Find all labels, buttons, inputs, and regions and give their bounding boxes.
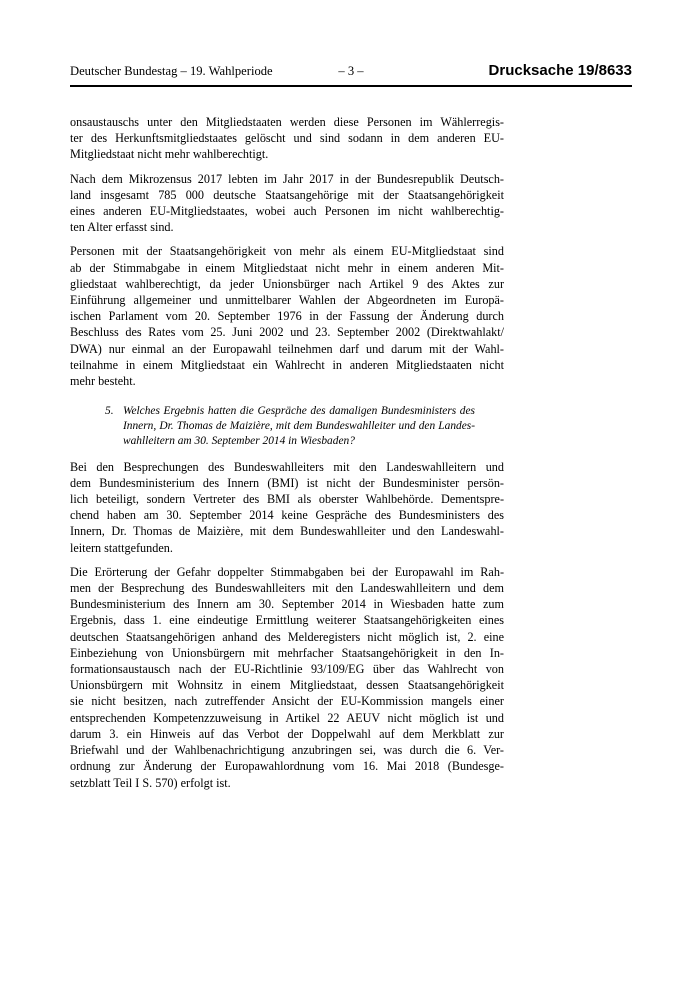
text-line: Innern, Dr. Thomas de Maizière, mit dem Bundeswahlleiter und den Landes- [123, 420, 475, 433]
text-line: dem Bundesministerium des Innern (BMI) ist nicht der Bundesminister persön- [70, 475, 504, 490]
text-line: Einbeziehung von Unionsbürgern mit mehrfacher Staatsangehörigkeit in den In- [70, 645, 504, 660]
text-line: Unionsbürgern mit Wohnsitz in einem Mitgliedstaat, dessen Staatsangehörigkeit [70, 678, 504, 693]
text-line: chend haben am 30. September 2014 keine Gespräche des Bundesministers des [70, 508, 504, 523]
text-line: leitern stattgefunden. [70, 540, 173, 555]
question-text [123, 404, 475, 448]
text-line: ordnung zur Änderung der Europawahlordnung vom 16. Mai 2018 (Bundesge- [70, 759, 504, 774]
text-line: Briefwahl und der Wahlbenachrichtigung anzubringen sei, was durch die 6. Ver- [70, 743, 504, 758]
text-line: Nach dem Mikrozensus 2017 lebten im Jahr 2017 in der Bundesrepublik Deutsch- [70, 171, 504, 186]
text-line: sie nicht besitzen, nach zutreffender Ansicht der EU-Kommission mangels einer [70, 694, 504, 709]
text-line: onsaustauschs unter den Mitgliedstaaten werden diese Personen im Wählerregis- [70, 115, 504, 129]
header-page-number: – 3 – [338, 64, 364, 78]
page-header [70, 62, 632, 87]
text-line: darum 3. ein Hinweis auf das Verbot der Doppelwahl auf dem Merkblatt zur [70, 726, 504, 741]
text-line: setzblatt Teil I S. 570) erfolgt ist. [70, 775, 231, 790]
text-line: formationsaustausch nach der EU-Richtlinie 93/109/EG über das Wahlrecht von [70, 662, 504, 677]
paragraph-answer-eroerterung [70, 564, 504, 791]
text-line: wahlleitern am 30. September 2014 in Wiesbaden? [123, 434, 355, 447]
text-line: Mitgliedstaat nicht mehr wahlberechtigt. [70, 147, 269, 162]
text-line: Bundesministerium des Innern am 30. September 2014 in Wiesbaden hatte zum [70, 597, 504, 612]
text-line: ter des Herkunftsmitgliedstaates gelöscht und sind sodann in dem anderen EU- [70, 131, 504, 146]
question-number: 5. [105, 405, 114, 418]
text-line: eines anderen EU-Mitgliedstaates, wobei auch Personen im nicht wahlberechtig- [70, 204, 504, 219]
paragraph-direktwahlakt [70, 243, 504, 389]
text-line: Die Erörterung der Gefahr doppelter Stimmabgaben bei der Europawahl im Rah- [70, 564, 504, 579]
text-line: entsprechenden Kompetenzzuweisung in Artikel 22 AEUV nicht möglich ist und [70, 710, 504, 725]
text-line: deutschen Staatsangehörigen anhand des Melderegisters nicht möglich ist, 2. eine [70, 629, 504, 644]
text-line: Beschluss des Rates vom 25. Juni 2002 und 23. September 2002 (Direktwahlakt/ [70, 325, 504, 340]
text-line: DWA) nur einmal an der Europawahl teilnehmen darf und darum mit der Wahl- [70, 341, 504, 356]
header-institution: Deutscher Bundestag – 19. Wahlperiode [70, 64, 273, 78]
text-line: teilnahme in einem Mitgliedstaat ein Wahlrecht in anderen Mitgliedstaaten nicht [70, 357, 504, 372]
paragraph-voter-register [70, 114, 504, 163]
paragraph-mikrozensus [70, 171, 504, 236]
text-line: gliedstaat wahlberechtigt, da jeder Unionsbürger nach Artikel 9 des Aktes zur [70, 276, 504, 291]
text-line: land insgesamt 785 000 deutsche Staatsangehörige mit der Staatsangehörigkeit [70, 187, 504, 202]
document-body [70, 114, 504, 791]
drucksache-number: 19/8633 [577, 62, 632, 79]
text-line: Welches Ergebnis hatten die Gespräche des damaligen Bundesministers des [123, 405, 475, 418]
text-line: Innern, Dr. Thomas de Maizière, mit dem Bundeswahlleiter und den Landeswahl- [70, 524, 504, 539]
text-line: Personen mit der Staatsangehörigkeit von mehr als einem EU-Mitgliedstaat sind [70, 244, 504, 259]
text-line: Einführung allgemeiner und unmittelbarer Wahlen der Abgeordneten im Europä- [70, 293, 504, 308]
drucksache-label: Drucksache [488, 62, 574, 79]
text-line: men der Besprechung des Bundeswahlleiters mit den Landeswahlleitern und dem [70, 581, 504, 596]
text-line: ten Alter erfasst sind. [70, 220, 174, 235]
text-line: Bei den Besprechungen des Bundeswahlleiters mit den Landeswahlleitern und [70, 459, 504, 474]
header-document-id [364, 62, 632, 79]
text-line: mehr besteht. [70, 374, 136, 389]
text-line: Ergebnis, dass 1. eine eindeutige Ermittlung weiterer Staatsangehörigkeiten eines [70, 613, 504, 628]
text-line: lich beteiligt, sondern Vertreter des BMI als oberster Wahlbehörde. Dementspre- [70, 492, 504, 507]
text-line: ab der Stimmabgabe in einem Mitgliedstaat nicht mehr in einem anderen Mit- [70, 260, 504, 275]
question-item-5 [105, 404, 504, 448]
paragraph-answer-besprechungen [70, 459, 504, 556]
text-line: ischen Parlament vom 20. September 1976 in der Fassung der Änderung durch [70, 309, 504, 324]
